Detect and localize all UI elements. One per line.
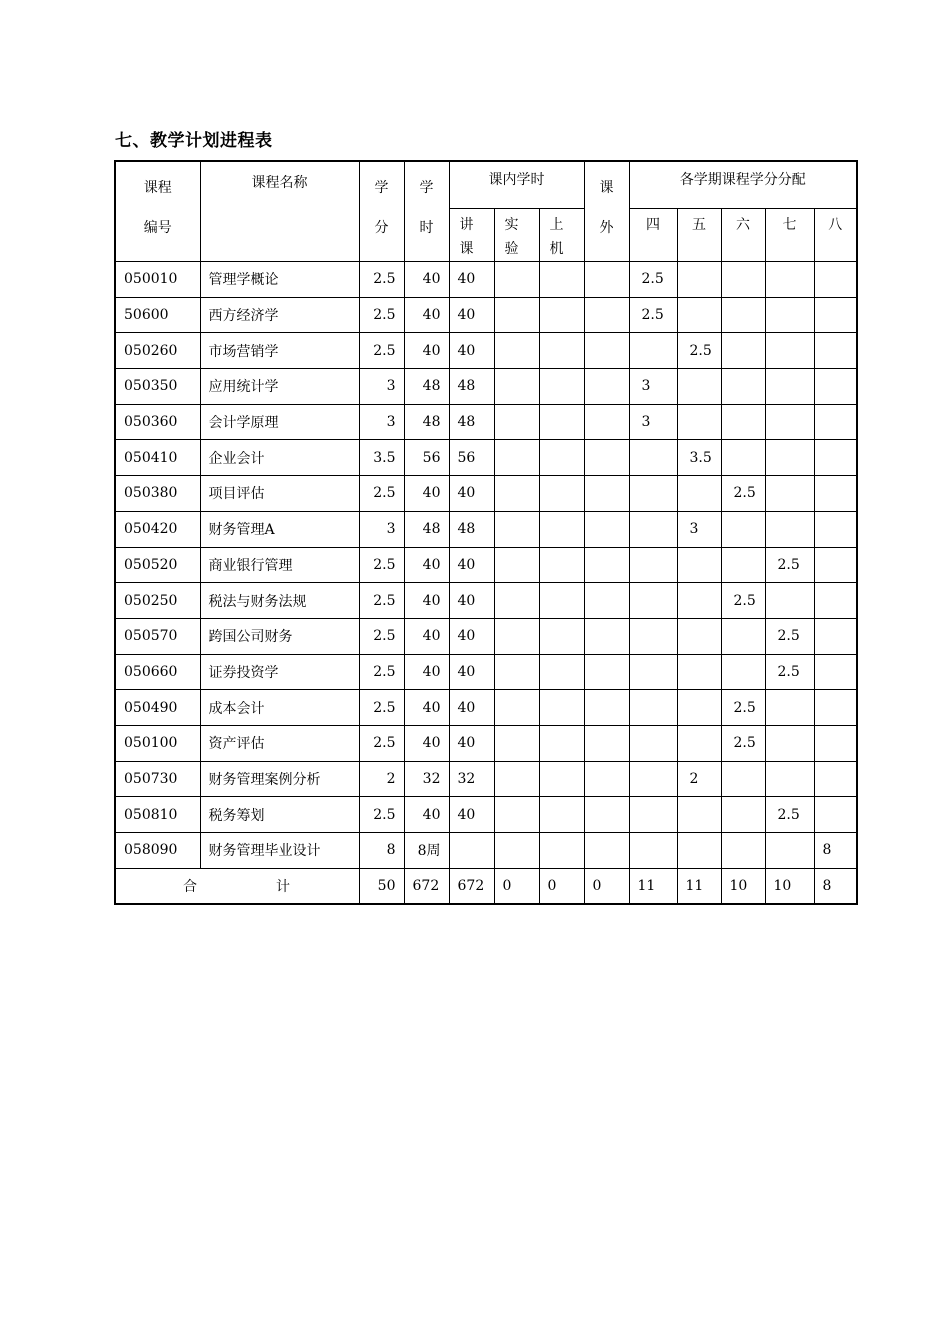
computer-hours-cell [539, 547, 584, 583]
lecture-hours-cell: 48 [449, 404, 494, 440]
semester-8-credits-cell [814, 369, 857, 405]
table-row [115, 262, 857, 298]
course-code-cell: 050420 [115, 511, 200, 547]
semester-5-credits-cell [677, 476, 721, 512]
table-row [115, 654, 857, 690]
total-extracurricular-cell: 0 [584, 868, 629, 904]
lecture-hours-cell: 40 [449, 654, 494, 690]
semester-4-credits-cell [629, 618, 677, 654]
teaching-plan-table [114, 160, 858, 905]
semester-8-credits-cell [814, 262, 857, 298]
hours-cell: 40 [404, 476, 449, 512]
course-code-cell: 050570 [115, 618, 200, 654]
table-row [115, 440, 857, 476]
total-semester-4-cell: 11 [629, 868, 677, 904]
header-semester-allocation: 各学期课程学分分配 [629, 161, 857, 209]
header-computer: 上 机 [539, 209, 584, 262]
course-name-cell: 管理学概论 [200, 262, 359, 298]
course-code-cell: 050360 [115, 404, 200, 440]
experiment-hours-cell [494, 440, 539, 476]
credits-cell: 2.5 [359, 725, 404, 761]
lecture-hours-cell: 40 [449, 547, 494, 583]
semester-4-credits-cell [629, 761, 677, 797]
header-extracurricular: 课 外 [584, 161, 629, 262]
semester-7-credits-cell [765, 404, 814, 440]
experiment-hours-cell [494, 476, 539, 512]
computer-hours-cell [539, 297, 584, 333]
computer-hours-cell [539, 725, 584, 761]
semester-6-credits-cell: 2.5 [721, 725, 765, 761]
semester-5-credits-cell [677, 583, 721, 619]
semester-7-credits-cell [765, 476, 814, 512]
semester-6-credits-cell [721, 833, 765, 869]
credits-cell: 2.5 [359, 547, 404, 583]
course-code-cell: 050410 [115, 440, 200, 476]
experiment-hours-cell [494, 761, 539, 797]
semester-6-credits-cell [721, 547, 765, 583]
header-in-class-hours: 课内学时 [449, 161, 584, 209]
semester-5-credits-cell: 3.5 [677, 440, 721, 476]
experiment-hours-cell [494, 262, 539, 298]
semester-4-credits-cell: 2.5 [629, 262, 677, 298]
credits-cell: 8 [359, 833, 404, 869]
computer-hours-cell [539, 833, 584, 869]
header-lecture: 讲 课 [449, 209, 494, 262]
course-code-cell: 050250 [115, 583, 200, 619]
semester-5-credits-cell [677, 797, 721, 833]
computer-hours-cell [539, 262, 584, 298]
extracurricular-hours-cell [584, 690, 629, 726]
lecture-hours-cell: 48 [449, 511, 494, 547]
course-name-cell: 财务管理A [200, 511, 359, 547]
table-row [115, 297, 857, 333]
hours-cell: 8周 [404, 833, 449, 869]
header-course-code: 课程 编号 [115, 161, 200, 262]
experiment-hours-cell [494, 547, 539, 583]
total-label-right: 计 [276, 879, 290, 896]
semester-7-credits-cell: 2.5 [765, 618, 814, 654]
semester-4-credits-cell [629, 725, 677, 761]
computer-hours-cell [539, 369, 584, 405]
experiment-hours-cell [494, 797, 539, 833]
semester-4-credits-cell [629, 440, 677, 476]
semester-7-credits-cell [765, 262, 814, 298]
total-semester-8-cell: 8 [814, 868, 857, 904]
semester-5-credits-cell [677, 297, 721, 333]
table-row [115, 690, 857, 726]
semester-5-credits-cell [677, 618, 721, 654]
course-name-cell: 财务管理毕业设计 [200, 833, 359, 869]
semester-6-credits-cell [721, 654, 765, 690]
course-name-cell: 证券投资学 [200, 654, 359, 690]
lecture-hours-cell: 40 [449, 725, 494, 761]
header-semester-6: 六 [721, 209, 765, 262]
semester-5-credits-cell: 2 [677, 761, 721, 797]
semester-7-credits-cell: 2.5 [765, 547, 814, 583]
hours-cell: 40 [404, 547, 449, 583]
total-computer-cell: 0 [539, 868, 584, 904]
course-name-cell: 税法与财务法规 [200, 583, 359, 619]
extracurricular-hours-cell [584, 440, 629, 476]
course-name-cell: 西方经济学 [200, 297, 359, 333]
header-semester-7: 七 [765, 209, 814, 262]
credits-cell: 2.5 [359, 618, 404, 654]
table-row [115, 333, 857, 369]
extracurricular-hours-cell [584, 547, 629, 583]
extracurricular-hours-cell [584, 583, 629, 619]
table-row [115, 797, 857, 833]
course-name-cell: 成本会计 [200, 690, 359, 726]
semester-8-credits-cell [814, 690, 857, 726]
semester-8-credits-cell [814, 583, 857, 619]
hours-cell: 40 [404, 797, 449, 833]
lecture-hours-cell: 32 [449, 761, 494, 797]
semester-6-credits-cell: 2.5 [721, 476, 765, 512]
semester-8-credits-cell [814, 440, 857, 476]
experiment-hours-cell [494, 583, 539, 619]
semester-8-credits-cell [814, 618, 857, 654]
course-name-cell: 商业银行管理 [200, 547, 359, 583]
lecture-hours-cell: 40 [449, 583, 494, 619]
extracurricular-hours-cell [584, 654, 629, 690]
total-label [115, 868, 359, 904]
total-lecture-cell: 672 [449, 868, 494, 904]
section-title: 七、教学计划进程表 [115, 131, 273, 151]
hours-cell: 40 [404, 583, 449, 619]
lecture-hours-cell: 40 [449, 618, 494, 654]
semester-4-credits-cell: 3 [629, 404, 677, 440]
total-hours-cell: 672 [404, 868, 449, 904]
semester-5-credits-cell: 2.5 [677, 333, 721, 369]
computer-hours-cell [539, 404, 584, 440]
semester-4-credits-cell [629, 476, 677, 512]
semester-7-credits-cell [765, 369, 814, 405]
total-label-left: 合 [183, 879, 197, 896]
course-name-cell: 企业会计 [200, 440, 359, 476]
semester-8-credits-cell [814, 297, 857, 333]
lecture-hours-cell: 48 [449, 369, 494, 405]
hours-cell: 56 [404, 440, 449, 476]
table-row [115, 511, 857, 547]
header-semester-4: 四 [629, 209, 677, 262]
computer-hours-cell [539, 618, 584, 654]
semester-7-credits-cell: 2.5 [765, 654, 814, 690]
course-code-cell: 050520 [115, 547, 200, 583]
credits-cell: 2.5 [359, 797, 404, 833]
semester-8-credits-cell [814, 725, 857, 761]
header-hours: 学 时 [404, 161, 449, 262]
extracurricular-hours-cell [584, 297, 629, 333]
extracurricular-hours-cell [584, 761, 629, 797]
credits-cell: 2.5 [359, 297, 404, 333]
lecture-hours-cell [449, 833, 494, 869]
credits-cell: 2.5 [359, 583, 404, 619]
semester-6-credits-cell [721, 369, 765, 405]
semester-6-credits-cell [721, 297, 765, 333]
semester-6-credits-cell [721, 797, 765, 833]
course-code-cell: 050490 [115, 690, 200, 726]
semester-7-credits-cell: 2.5 [765, 797, 814, 833]
credits-cell: 2.5 [359, 654, 404, 690]
semester-5-credits-cell [677, 547, 721, 583]
semester-6-credits-cell [721, 511, 765, 547]
extracurricular-hours-cell [584, 333, 629, 369]
semester-7-credits-cell [765, 761, 814, 797]
semester-7-credits-cell [765, 833, 814, 869]
hours-cell: 40 [404, 654, 449, 690]
table-row [115, 833, 857, 869]
semester-5-credits-cell [677, 654, 721, 690]
course-code-cell: 50600 [115, 297, 200, 333]
lecture-hours-cell: 40 [449, 297, 494, 333]
semester-8-credits-cell: 8 [814, 833, 857, 869]
semester-8-credits-cell [814, 547, 857, 583]
experiment-hours-cell [494, 618, 539, 654]
header-semester-8: 八 [814, 209, 857, 262]
lecture-hours-cell: 40 [449, 333, 494, 369]
extracurricular-hours-cell [584, 833, 629, 869]
semester-4-credits-cell: 2.5 [629, 297, 677, 333]
semester-8-credits-cell [814, 761, 857, 797]
course-name-cell: 项目评估 [200, 476, 359, 512]
header-experiment: 实 验 [494, 209, 539, 262]
semester-8-credits-cell [814, 511, 857, 547]
credits-cell: 2.5 [359, 690, 404, 726]
semester-4-credits-cell [629, 797, 677, 833]
extracurricular-hours-cell [584, 369, 629, 405]
hours-cell: 40 [404, 297, 449, 333]
semester-4-credits-cell: 3 [629, 369, 677, 405]
credits-cell: 2 [359, 761, 404, 797]
computer-hours-cell [539, 690, 584, 726]
semester-6-credits-cell [721, 618, 765, 654]
semester-4-credits-cell [629, 690, 677, 726]
table-row [115, 404, 857, 440]
semester-8-credits-cell [814, 333, 857, 369]
course-name-cell: 应用统计学 [200, 369, 359, 405]
semester-5-credits-cell [677, 833, 721, 869]
extracurricular-hours-cell [584, 262, 629, 298]
semester-5-credits-cell [677, 404, 721, 440]
table-row [115, 583, 857, 619]
course-code-cell: 050730 [115, 761, 200, 797]
total-semester-6-cell: 10 [721, 868, 765, 904]
semester-5-credits-cell [677, 262, 721, 298]
semester-4-credits-cell [629, 547, 677, 583]
table-row [115, 369, 857, 405]
semester-4-credits-cell [629, 511, 677, 547]
hours-cell: 48 [404, 511, 449, 547]
course-code-cell: 050660 [115, 654, 200, 690]
experiment-hours-cell [494, 654, 539, 690]
course-name-cell: 市场营销学 [200, 333, 359, 369]
semester-8-credits-cell [814, 476, 857, 512]
experiment-hours-cell [494, 833, 539, 869]
semester-5-credits-cell: 3 [677, 511, 721, 547]
computer-hours-cell [539, 797, 584, 833]
course-code-cell: 050100 [115, 725, 200, 761]
semester-6-credits-cell [721, 761, 765, 797]
hours-cell: 40 [404, 725, 449, 761]
experiment-hours-cell [494, 404, 539, 440]
computer-hours-cell [539, 761, 584, 797]
semester-7-credits-cell [765, 297, 814, 333]
semester-8-credits-cell [814, 404, 857, 440]
semester-7-credits-cell [765, 583, 814, 619]
semester-4-credits-cell [629, 833, 677, 869]
course-name-cell: 财务管理案例分析 [200, 761, 359, 797]
credits-cell: 3 [359, 511, 404, 547]
header-semester-5: 五 [677, 209, 721, 262]
semester-7-credits-cell [765, 333, 814, 369]
course-name-cell: 税务筹划 [200, 797, 359, 833]
experiment-hours-cell [494, 725, 539, 761]
header-course-name: 课程名称 [200, 161, 359, 262]
total-semester-7-cell: 10 [765, 868, 814, 904]
semester-7-credits-cell [765, 725, 814, 761]
experiment-hours-cell [494, 333, 539, 369]
semester-4-credits-cell [629, 654, 677, 690]
course-code-cell: 050010 [115, 262, 200, 298]
table-row [115, 725, 857, 761]
total-row [115, 868, 857, 904]
hours-cell: 40 [404, 262, 449, 298]
semester-8-credits-cell [814, 797, 857, 833]
extracurricular-hours-cell [584, 618, 629, 654]
semester-6-credits-cell [721, 262, 765, 298]
header-row-1 [115, 161, 857, 209]
table-row [115, 761, 857, 797]
hours-cell: 40 [404, 333, 449, 369]
lecture-hours-cell: 56 [449, 440, 494, 476]
semester-4-credits-cell [629, 583, 677, 619]
experiment-hours-cell [494, 690, 539, 726]
semester-7-credits-cell [765, 440, 814, 476]
semester-6-credits-cell [721, 404, 765, 440]
total-experiment-cell: 0 [494, 868, 539, 904]
total-credits-cell: 50 [359, 868, 404, 904]
semester-4-credits-cell [629, 333, 677, 369]
semester-5-credits-cell [677, 690, 721, 726]
header-credits: 学 分 [359, 161, 404, 262]
course-name-cell: 会计学原理 [200, 404, 359, 440]
computer-hours-cell [539, 511, 584, 547]
computer-hours-cell [539, 583, 584, 619]
credits-cell: 3 [359, 369, 404, 405]
semester-6-credits-cell: 2.5 [721, 690, 765, 726]
extracurricular-hours-cell [584, 404, 629, 440]
credits-cell: 2.5 [359, 476, 404, 512]
credits-cell: 2.5 [359, 333, 404, 369]
semester-6-credits-cell [721, 333, 765, 369]
computer-hours-cell [539, 333, 584, 369]
lecture-hours-cell: 40 [449, 476, 494, 512]
semester-6-credits-cell: 2.5 [721, 583, 765, 619]
lecture-hours-cell: 40 [449, 262, 494, 298]
course-code-cell: 050810 [115, 797, 200, 833]
extracurricular-hours-cell [584, 511, 629, 547]
semester-5-credits-cell [677, 725, 721, 761]
course-code-cell: 050260 [115, 333, 200, 369]
lecture-hours-cell: 40 [449, 797, 494, 833]
extracurricular-hours-cell [584, 725, 629, 761]
experiment-hours-cell [494, 369, 539, 405]
experiment-hours-cell [494, 297, 539, 333]
hours-cell: 40 [404, 690, 449, 726]
lecture-hours-cell: 40 [449, 690, 494, 726]
hours-cell: 32 [404, 761, 449, 797]
course-name-cell: 跨国公司财务 [200, 618, 359, 654]
credits-cell: 3 [359, 404, 404, 440]
experiment-hours-cell [494, 511, 539, 547]
semester-5-credits-cell [677, 369, 721, 405]
course-code-cell: 050380 [115, 476, 200, 512]
semester-7-credits-cell [765, 690, 814, 726]
hours-cell: 40 [404, 618, 449, 654]
course-code-cell: 058090 [115, 833, 200, 869]
table-row [115, 618, 857, 654]
table-row [115, 547, 857, 583]
extracurricular-hours-cell [584, 797, 629, 833]
semester-6-credits-cell [721, 440, 765, 476]
computer-hours-cell [539, 654, 584, 690]
credits-cell: 2.5 [359, 262, 404, 298]
course-name-cell: 资产评估 [200, 725, 359, 761]
computer-hours-cell [539, 476, 584, 512]
semester-8-credits-cell [814, 654, 857, 690]
hours-cell: 48 [404, 369, 449, 405]
credits-cell: 3.5 [359, 440, 404, 476]
course-code-cell: 050350 [115, 369, 200, 405]
table-row [115, 476, 857, 512]
total-semester-5-cell: 11 [677, 868, 721, 904]
semester-7-credits-cell [765, 511, 814, 547]
hours-cell: 48 [404, 404, 449, 440]
extracurricular-hours-cell [584, 476, 629, 512]
computer-hours-cell [539, 440, 584, 476]
